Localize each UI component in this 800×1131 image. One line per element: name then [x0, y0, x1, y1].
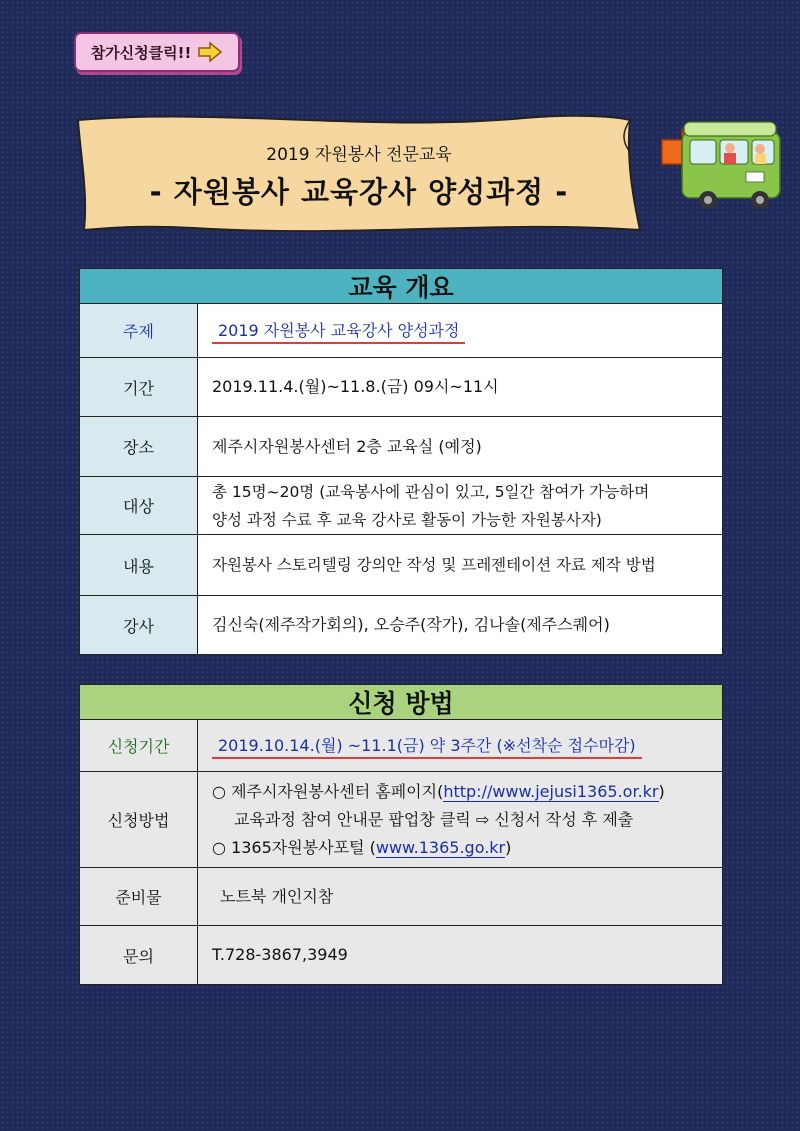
table-row: [80, 772, 722, 868]
table-row: [80, 535, 722, 596]
row-value-contact: T.728-3867,3949: [198, 926, 722, 984]
target-line-1: 총 15명~20명 (교육봉사에 관심이 있고, 5일간 참여가 가능하며: [212, 482, 650, 501]
bus-icon: [660, 118, 790, 214]
method-line-1-text: 제주시자원봉사센터 홈페이지(: [231, 781, 444, 801]
table-row: [80, 868, 722, 926]
method-line-3-text: 1365자원봉사포털 (: [231, 837, 376, 857]
row-label-subject: 주제: [80, 304, 198, 357]
method-line-2-text: 교육과정 참여 안내문 팝업창 클릭: [234, 809, 471, 829]
subject-text: 2019 자원봉사 교육강사 양성과정: [212, 320, 465, 344]
bullet-icon: ○: [212, 837, 226, 857]
table-row: [80, 358, 722, 417]
row-value-content: 자원봉사 스토리텔링 강의안 작성 및 프레젠테이션 자료 제작 방법: [212, 556, 656, 574]
row-label-content: 내용: [80, 535, 198, 595]
row-value-materials: 노트북 개인지참: [198, 868, 722, 925]
method-line-2-suffix: 신청서 작성 후 제출: [494, 809, 634, 829]
apply-button[interactable]: [74, 32, 240, 72]
table-row: [80, 720, 722, 772]
apply-button-label: 참가신청클릭!!: [90, 43, 192, 62]
method-line-3-suffix: ): [505, 837, 512, 857]
method-line-2: [212, 806, 714, 834]
row-value-target: [198, 477, 722, 534]
row-label-period: 기간: [80, 358, 198, 416]
application-heading: 신청 방법: [80, 685, 722, 720]
application-table: [79, 684, 723, 985]
row-value-apply-period: [198, 720, 722, 771]
row-label-apply-period: 신청기간: [80, 720, 198, 771]
apply-period-text: 2019.10.14.(월) ~11.1(금) 약 3주간 (※선착순 접수마감): [212, 735, 642, 759]
arrow-right-icon: ⇨: [475, 809, 490, 829]
row-label-place: 장소: [80, 417, 198, 476]
row-label-instructor: 강사: [80, 596, 198, 654]
table-row: [80, 926, 722, 984]
overview-table: [79, 268, 723, 655]
row-value-instructor: 김신숙(제주작가회의), 오승주(작가), 김나솔(제주스퀘어): [212, 615, 610, 634]
banner-title: - 자원봉사 교육강사 양성과정 -: [149, 175, 569, 209]
row-label-materials: 준비물: [80, 868, 198, 925]
homepage-link[interactable]: http://www.jejusi1365.or.kr: [443, 781, 659, 801]
portal-link[interactable]: www.1365.go.kr: [375, 837, 506, 857]
arrow-right-icon: [197, 41, 223, 63]
bullet-icon: ○: [212, 781, 226, 801]
overview-heading: 교육 개요: [80, 269, 722, 304]
row-value-apply-method: [198, 772, 722, 867]
row-value-period: 2019.11.4.(월)~11.8.(금) 09시~11시: [212, 377, 499, 396]
title-banner: [74, 112, 644, 236]
target-line-2: 양성 과정 수료 후 교육 강사로 활동이 가능한 자원봉사자): [212, 510, 602, 529]
row-value-subject: [198, 304, 722, 357]
table-row: [80, 596, 722, 654]
row-label-target: 대상: [80, 477, 198, 534]
method-line-3: [212, 834, 714, 862]
table-row: [80, 477, 722, 535]
table-row: [80, 417, 722, 477]
table-row: [80, 304, 722, 358]
row-label-apply-method: 신청방법: [80, 772, 198, 867]
method-line-1: [212, 778, 714, 806]
row-value-place: 제주시자원봉사센터 2층 교육실 (예정): [212, 436, 482, 456]
row-label-contact: 문의: [80, 926, 198, 984]
banner-subtitle: 2019 자원봉사 전문교육: [266, 145, 452, 165]
method-line-1-suffix: ): [658, 781, 665, 801]
